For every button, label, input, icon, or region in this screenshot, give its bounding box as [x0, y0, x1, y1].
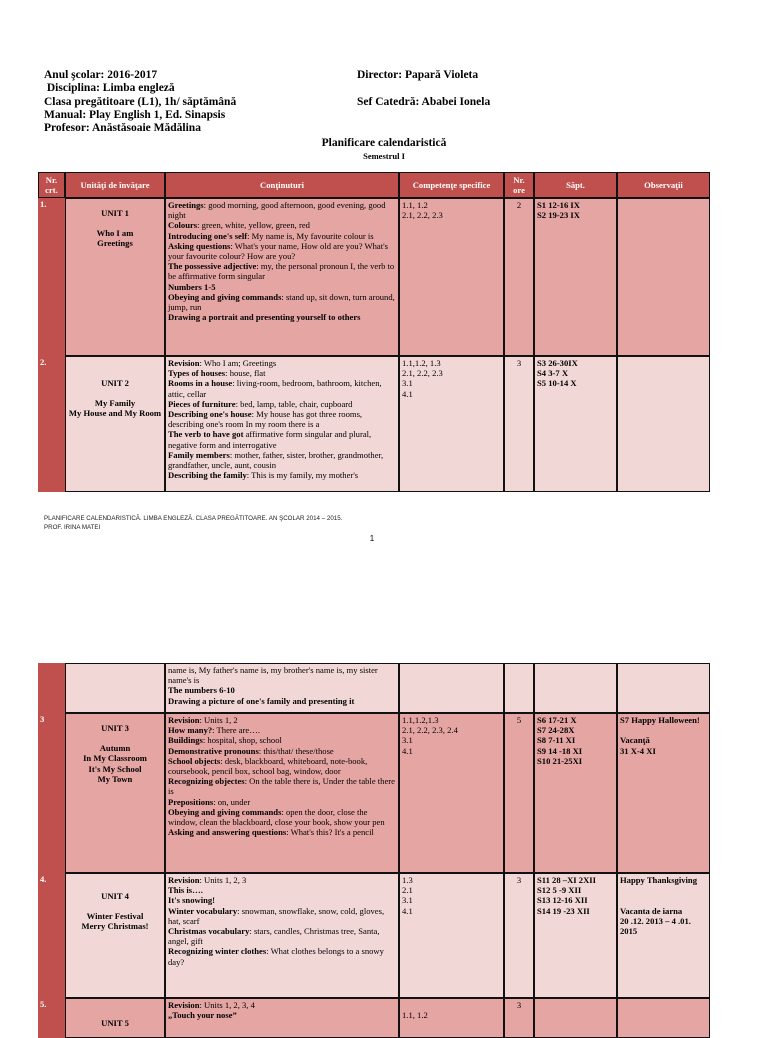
- content-line: [168, 378, 396, 398]
- note-item: Happy Thanksgiving: [620, 875, 697, 885]
- content-keyword: Types of houses: [168, 368, 226, 379]
- content-keyword: Rooms in a house: [168, 378, 233, 389]
- content-line: [168, 282, 396, 292]
- hours-cell: 3: [504, 998, 534, 1038]
- unit-topic: Who I am: [96, 228, 134, 239]
- unit-title: UNIT 5: [101, 1018, 129, 1028]
- weeks-cell: [534, 873, 617, 998]
- note-item: [620, 725, 707, 735]
- content-keyword: Recognizing objectes: [168, 776, 245, 787]
- content-text: : my, the personal pronoun I, the verb to be affirmative form singular: [168, 261, 395, 282]
- note-item: [620, 895, 707, 905]
- content-keyword: Asking questions: [168, 240, 231, 251]
- content-keyword: „Touch your nose”: [168, 1010, 237, 1021]
- content-text: : this/that/ these/those: [258, 745, 334, 756]
- content-cell: [165, 198, 399, 356]
- competence-item: 2.1, 2.2, 2.3, 2.4: [402, 725, 458, 736]
- content-line: [168, 797, 396, 807]
- content-line: [168, 756, 396, 776]
- unit-title: UNIT 4: [101, 891, 129, 901]
- content-keyword: Asking and answering questions: [168, 827, 287, 838]
- content-text: : mother, father, sister, brother, grandmother, grandfather, uncle, aunt, cousin: [168, 449, 384, 471]
- content-text: : desk, blackboard, whiteboard, note-book, coursebook, pencil box, school bag, window, door: [168, 755, 368, 777]
- competence-item: 4.1: [402, 905, 413, 916]
- competence-item: 2.1: [402, 885, 413, 896]
- week-item: S10 21-25XI: [537, 755, 583, 766]
- row-number: 2.: [38, 356, 65, 492]
- unit-topic: Winter Festival: [86, 911, 144, 922]
- content-text: affirmative form singular and plural, negative form and interrogative: [168, 429, 372, 450]
- competences-cell: [399, 998, 504, 1038]
- content-line: [168, 409, 396, 429]
- content-line: [168, 368, 396, 378]
- week-item: S3 26-30IX: [537, 358, 578, 368]
- plan-table-page2: [38, 663, 710, 1038]
- week-item: S7 24-28X: [537, 725, 575, 736]
- content-keyword: Describing the family: [168, 470, 247, 481]
- competences-cell: [399, 873, 504, 998]
- content-line: [168, 231, 396, 241]
- competence-item: 3.1: [402, 735, 413, 746]
- content-line: [168, 1010, 396, 1020]
- unit-cell: [65, 663, 165, 713]
- table-row: [38, 713, 710, 873]
- content-line: [168, 241, 396, 261]
- note-item: [620, 885, 707, 895]
- manual-info: Manual: Play English 1, Ed. Sinapsis: [44, 109, 226, 121]
- week-item: S4 3-7 X: [537, 368, 569, 379]
- content-line: [168, 1000, 396, 1010]
- content-text: : on, under: [213, 796, 251, 807]
- content-cell: [165, 873, 399, 998]
- row-number: [38, 663, 65, 713]
- content-text: : This is my family, my mother's: [246, 470, 359, 481]
- content-keyword: Pieces of furniture: [168, 398, 236, 409]
- content-keyword: Prepositions: [168, 796, 214, 807]
- content-line: [168, 665, 396, 685]
- page-number: 1: [369, 534, 375, 543]
- content-keyword: How many?: [168, 725, 213, 736]
- table-row: [38, 873, 710, 998]
- unit-cell: [65, 713, 165, 873]
- content-line: [168, 429, 396, 449]
- content-text: : On the table there is, Under the table there is: [168, 776, 395, 797]
- row-number: 5.: [38, 998, 65, 1038]
- content-keyword: Obeying and giving commands: [168, 806, 282, 817]
- footer-author: PROF. IRINA MATEI: [44, 524, 101, 531]
- content-text: : My name is, My favourite colour is: [247, 230, 374, 241]
- content-text: : hospital, shop, school: [202, 735, 282, 746]
- content-keyword: Numbers 1-5: [168, 281, 216, 292]
- unit-title: UNIT 2: [101, 378, 129, 388]
- content-text: : What clothes belongs to a snowy day?: [168, 946, 384, 967]
- week-item: S14 19 -23 XII: [537, 905, 590, 916]
- table-header-row: [38, 172, 710, 198]
- table-row: [38, 663, 710, 713]
- week-item: S11 28 –XI 2XII: [537, 875, 596, 885]
- content-keyword: Introducing one's self: [168, 230, 248, 241]
- content-text: : open the door, close the window, clean the blackboard, close your book, show your pen: [168, 806, 385, 828]
- notes-cell: [617, 713, 710, 873]
- week-item: S13 12-16 XII: [537, 895, 588, 906]
- unit-topic: It's My School: [88, 763, 142, 774]
- competence-item: 4.1: [402, 745, 413, 756]
- week-item: S2 19-23 IX: [537, 210, 580, 221]
- content-keyword: Family members: [168, 449, 230, 460]
- weeks-cell: [534, 998, 617, 1038]
- unit-cell: [65, 198, 165, 356]
- note-item: Vacanţă: [620, 735, 650, 746]
- week-item: S6 17-21 X: [537, 715, 577, 725]
- content-keyword: Drawing a picture of one's family and presenting it: [168, 695, 355, 706]
- unit-topic: My Town: [97, 773, 133, 784]
- content-text: : Who I am; Greetings: [199, 358, 277, 368]
- notes-cell: [617, 998, 710, 1038]
- notes-cell: [617, 873, 710, 998]
- notes-cell: [617, 663, 710, 713]
- content-text: : good morning, good afternoon, good evening, good night: [168, 200, 386, 221]
- content-keyword: Greetings: [168, 200, 204, 210]
- table-row: [38, 198, 710, 356]
- hours-cell: 2: [504, 198, 534, 356]
- director-info: Director: Papară Violeta: [357, 69, 479, 81]
- content-keyword: Drawing a portrait and presenting yourself to others: [168, 312, 361, 323]
- hours-cell: 5: [504, 713, 534, 873]
- subject: Disciplina: Limba engleză: [44, 82, 175, 94]
- content-text: : Units 1, 2: [199, 715, 238, 725]
- content-line: [168, 725, 396, 735]
- competence-item: 1.1, 1.2: [402, 200, 428, 210]
- note-item: 31 X-4 XI: [620, 745, 656, 756]
- col-hours: Nr. ore: [504, 172, 534, 198]
- weeks-cell: [534, 663, 617, 713]
- note-item: 20 .12. 2013 – 4 .01. 2015: [620, 915, 691, 937]
- content-text: : living-room, bedroom, bathroom, kitchen, attic, cellar: [168, 378, 382, 399]
- content-cell: [165, 356, 399, 492]
- content-line: [168, 696, 396, 706]
- content-text: : My house has got three rooms, describing one's room In my room there is a: [168, 409, 363, 430]
- content-text: name is, My father's name is, my brother's name is, my sister name's is: [168, 665, 378, 686]
- unit-topic: In My Classroom: [83, 753, 147, 764]
- competence-item: 2.1, 2.2, 2.3: [402, 368, 443, 379]
- plan-table-page1: [38, 172, 710, 492]
- content-line: [168, 827, 396, 837]
- unit-title: UNIT 1: [101, 208, 129, 218]
- content-line: [168, 895, 396, 905]
- content-line: [168, 399, 396, 409]
- content-keyword: Winter vocabulary: [168, 905, 238, 916]
- unit-topic: Greetings: [97, 238, 133, 249]
- content-line: [168, 358, 396, 368]
- content-text: : snowman, snowflake, snow, cold, gloves, hat, scarf: [168, 905, 385, 926]
- content-cell: [165, 713, 399, 873]
- competence-item: 3.1: [402, 378, 413, 389]
- competences-cell: [399, 713, 504, 873]
- competence-item: [402, 1000, 501, 1010]
- week-item: S1 12-16 IX: [537, 200, 580, 210]
- content-keyword: Christmas vocabulary: [168, 926, 250, 937]
- weeks-cell: [534, 356, 617, 492]
- competences-cell: [399, 198, 504, 356]
- content-line: [168, 450, 396, 470]
- content-cell: [165, 663, 399, 713]
- content-line: [168, 470, 396, 480]
- content-line: [168, 735, 396, 745]
- class-info: Clasa pregătitoare (L1), 1h/ săptămână: [44, 96, 237, 108]
- content-keyword: Revision: [168, 875, 200, 885]
- week-item: S12 5 -9 XII: [537, 885, 582, 896]
- content-text: : Units 1, 2, 3, 4: [199, 1000, 255, 1010]
- unit-cell: [65, 356, 165, 492]
- weeks-cell: [534, 198, 617, 356]
- note-item: S7 Happy Halloween!: [620, 715, 700, 725]
- notes-cell: [617, 356, 710, 492]
- competence-item: 1.3: [402, 875, 413, 885]
- content-line: [168, 312, 396, 322]
- competences-cell: [399, 356, 504, 492]
- content-line: [168, 715, 396, 725]
- competence-item: 1.1, 1.2: [402, 1010, 428, 1021]
- content-line: [168, 685, 396, 695]
- content-line: [168, 746, 396, 756]
- unit-topic: Merry Christmas!: [81, 921, 149, 932]
- content-line: [168, 807, 396, 827]
- hours-cell: 3: [504, 356, 534, 492]
- content-keyword: Obeying and giving commands: [168, 291, 282, 302]
- content-text: : There are….: [212, 725, 260, 736]
- row-number: 1.: [38, 198, 65, 356]
- unit-topic: My Family: [94, 398, 136, 409]
- content-keyword: Colours: [168, 220, 198, 231]
- content-keyword: Demonstrative pronouns: [168, 745, 259, 756]
- content-line: [168, 926, 396, 946]
- school-year: Anul şcolar: 2016-2017: [44, 69, 158, 81]
- content-line: [168, 200, 396, 220]
- competence-item: 2.1, 2.2, 2.3: [402, 210, 443, 221]
- footer-line: PLANIFICARE CALENDARISTICĂ. LIMBA ENGLEZĂ. CLASA PREGĂTITOARE. AN ŞCOLAR 2014 – 2015.: [44, 515, 343, 522]
- unit-cell: [65, 873, 165, 998]
- content-keyword: Revision: [168, 1000, 200, 1010]
- notes-cell: [617, 198, 710, 356]
- content-keyword: The possessive adjective: [168, 261, 257, 272]
- hours-cell: [504, 663, 534, 713]
- col-weeks: Săpt.: [534, 172, 617, 198]
- content-line: [168, 906, 396, 926]
- content-line: [168, 875, 396, 885]
- competence-item: 4.1: [402, 388, 413, 399]
- hours-cell: 3: [504, 873, 534, 998]
- table-row: [38, 356, 710, 492]
- unit-topic: My House and My Room: [68, 408, 162, 419]
- content-text: : stand up, sit down, turn around, jump, run: [168, 291, 395, 313]
- row-number: 3: [38, 713, 65, 873]
- competences-cell: [399, 663, 504, 713]
- content-line: [168, 292, 396, 312]
- content-text: : stars, candles, Christmas tree, Santa, angel, gift: [168, 926, 380, 947]
- row-number: 4.: [38, 873, 65, 998]
- content-text: : bed, lamp, table, chair, cupboard: [235, 398, 353, 409]
- col-nr: Nr. crt.: [38, 172, 65, 198]
- content-text: : green, white, yellow, green, red: [197, 220, 310, 231]
- week-item: S8 7-11 XI: [537, 735, 576, 746]
- content-line: [168, 776, 396, 796]
- teacher-info: Profesor: Anăstăsoaie Mădălina: [44, 122, 201, 134]
- week-item: S9 14 -18 XI: [537, 745, 583, 756]
- content-keyword: It's snowing!: [168, 895, 216, 906]
- semester-label: Semestrul I: [363, 151, 405, 161]
- content-keyword: Buildings: [168, 735, 203, 746]
- content-keyword: The numbers 6-10: [168, 685, 235, 696]
- content-text: : Units 1, 2, 3: [199, 875, 247, 885]
- col-notes: Observaţii: [617, 172, 710, 198]
- content-keyword: School objects: [168, 755, 221, 766]
- unit-title: UNIT 3: [101, 723, 129, 733]
- unit-cell: [65, 998, 165, 1038]
- competence-item: 3.1: [402, 895, 413, 906]
- content-cell: [165, 998, 399, 1038]
- page-title: Planificare calendaristică: [321, 137, 447, 149]
- content-line: [168, 261, 396, 281]
- competence-item: 1.1,1.2, 1.3: [402, 358, 441, 368]
- competence-item: 1.1,1.2,1.3: [402, 715, 439, 725]
- content-line: [168, 946, 396, 966]
- head-of-dept-info: Sef Catedră: Ababei Ionela: [357, 96, 491, 108]
- unit-topic: Autumn: [99, 743, 131, 754]
- content-keyword: Revision: [168, 715, 200, 725]
- weeks-cell: [534, 713, 617, 873]
- col-content: Conţinuturi: [165, 172, 399, 198]
- content-keyword: This is….: [168, 885, 203, 896]
- week-item: S5 10-14 X: [537, 378, 577, 389]
- table-row: [38, 998, 710, 1038]
- col-unit: Unităţi de învăţare: [65, 172, 165, 198]
- content-line: [168, 220, 396, 230]
- content-keyword: Describing one's house: [168, 409, 252, 420]
- col-competences: Competenţe specifice: [399, 172, 504, 198]
- note-item: Vacanta de iarna: [620, 905, 683, 916]
- content-line: [168, 885, 396, 895]
- content-text: : What's this? It's a pencil: [286, 827, 374, 838]
- content-keyword: Recognizing winter clothes: [168, 946, 267, 957]
- content-keyword: The verb to have got: [168, 429, 244, 440]
- content-text: : house, flat: [225, 368, 266, 379]
- content-keyword: Revision: [168, 358, 200, 368]
- content-text: : What's your name, How old are you? What's your favourite colour? How are you?: [168, 240, 389, 262]
